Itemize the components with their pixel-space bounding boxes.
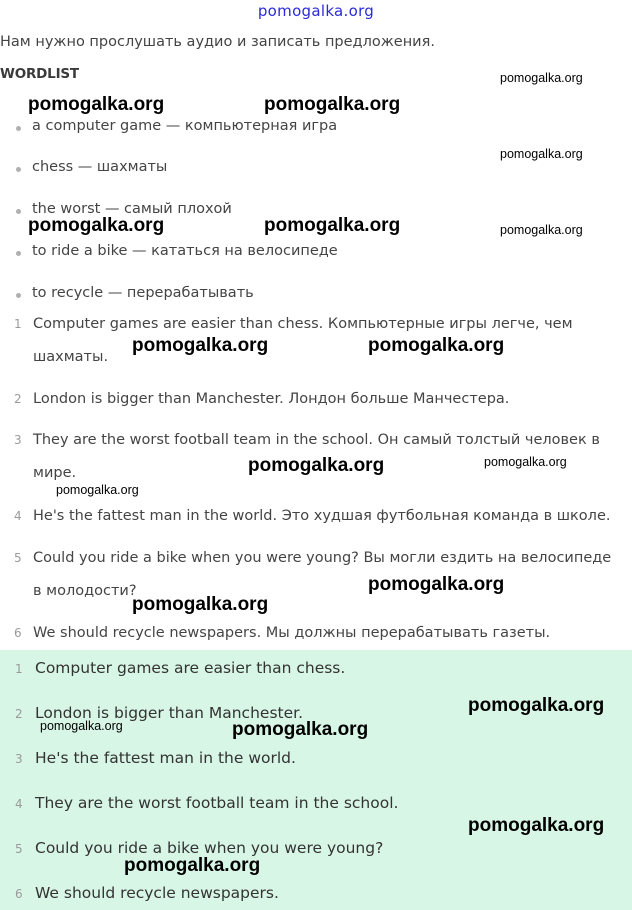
answer-text: He's the fattest man in the world.: [35, 749, 296, 767]
wordlist-item-text: a computer game — компьютерная игра: [32, 118, 338, 134]
item-line-2: шахматы.: [33, 349, 109, 365]
item-number: 6: [14, 626, 22, 640]
item-line-1: He's the fattest man in the world. Это худшая футбольная команда в школе.: [33, 508, 611, 524]
wordlist-item-text: to recycle — перерабатывать: [32, 285, 254, 301]
watermark: pomogalka.org: [28, 94, 165, 115]
watermark: pomogalka.org: [500, 147, 583, 161]
watermark: pomogalka.org: [132, 335, 269, 356]
answer-number: 1: [15, 662, 23, 676]
answer-number: 5: [15, 842, 23, 856]
wordlist-item-text: the worst — самый плохой: [32, 201, 232, 217]
watermark: pomogalka.org: [132, 594, 269, 615]
watermark: pomogalka.org: [500, 223, 583, 237]
watermark: pomogalka.org: [56, 483, 139, 497]
bullet-icon: [16, 126, 21, 131]
watermark: pomogalka.org: [28, 215, 165, 236]
item-number: 4: [14, 509, 22, 523]
watermark: pomogalka.org: [484, 455, 567, 469]
item-line-1: We should recycle newspapers. Мы должны перерабатывать газеты.: [33, 625, 551, 641]
watermark: pomogalka.org: [40, 719, 123, 733]
watermark: pomogalka.org: [368, 335, 505, 356]
wordlist-item: [0, 240, 338, 262]
watermark: pomogalka.org: [368, 574, 505, 595]
wordlist-item: [0, 115, 337, 137]
item-number: 3: [14, 433, 22, 447]
answer-text: London is bigger than Manchester.: [35, 704, 304, 722]
item-line-2: в молодости?: [33, 583, 137, 599]
watermark: pomogalka.org: [264, 215, 401, 236]
item-number: 1: [14, 317, 22, 331]
answer-number: 6: [15, 887, 23, 901]
item-line-1: Could you ride a bike when you were young? Вы могли ездить на велосипеде: [33, 550, 612, 566]
wordlist-item: [0, 282, 254, 304]
item-number: 2: [14, 392, 22, 406]
bullet-icon: [16, 209, 21, 214]
answer-number: 2: [15, 707, 23, 721]
item-number: 5: [14, 551, 22, 565]
wordlist-item: [0, 156, 167, 178]
answer-number: 3: [15, 752, 23, 766]
wordlist-item-text: chess — шахматы: [32, 159, 168, 175]
watermark: pomogalka.org: [264, 94, 401, 115]
bullet-icon: [16, 293, 21, 298]
watermark: pomogalka.org: [500, 71, 583, 85]
wordlist-heading: WORDLIST: [0, 66, 79, 82]
watermark: pomogalka.org: [248, 455, 385, 476]
answer-text: Could you ride a bike when you were young?: [35, 839, 384, 857]
bullet-icon: [16, 167, 21, 172]
item-line-1: Computer games are easier than chess. Компьютерные игры легче, чем: [33, 316, 573, 332]
answer-text: Computer games are easier than chess.: [35, 659, 346, 677]
item-line-2: мире.: [33, 465, 77, 481]
answer-text: We should recycle newspapers.: [35, 884, 279, 902]
answer-number: 4: [15, 797, 23, 811]
watermark: pomogalka.org: [124, 855, 261, 876]
watermark: pomogalka.org: [468, 695, 605, 716]
answers-panel: [0, 650, 632, 910]
site-header-link[interactable]: pomogalka.org: [257, 2, 375, 20]
watermark: pomogalka.org: [468, 815, 605, 836]
answer-text: They are the worst football team in the school.: [35, 794, 399, 812]
watermark: pomogalka.org: [232, 719, 369, 740]
wordlist-item-text: to ride a bike — кататься на велосипеде: [32, 243, 338, 259]
task-instruction: Нам нужно прослушать аудио и записать предложения.: [0, 34, 435, 50]
bullet-icon: [16, 251, 21, 256]
item-line-1: London is bigger than Manchester. Лондон больше Манчестера.: [33, 391, 510, 407]
item-line-1: They are the worst football team in the school. Он самый толстый человек в: [33, 432, 600, 448]
